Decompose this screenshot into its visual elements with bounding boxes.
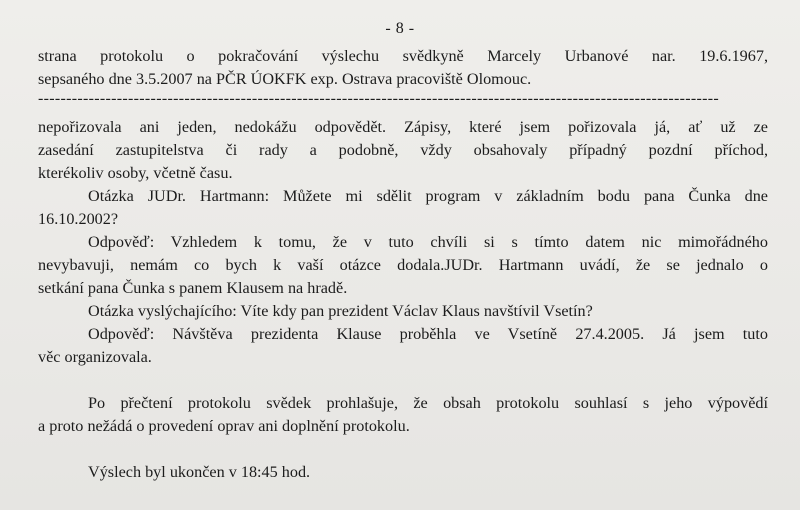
text-line: nepořizovala ani jeden, nedokážu odpovědět. Zápisy, které jsem pořizovala já, ať už ze	[38, 118, 768, 136]
answer-line: věc organizovala.	[38, 348, 152, 366]
answer-line: nevybavuji, nemám co bych k vaší otázce dodala.JUDr. Hartmann uvádí, že se jednalo o	[38, 256, 768, 274]
header-line-1: strana protokolu o pokračování výslechu svědkyně Marcely Urbanové nar. 19.6.1967,	[38, 47, 768, 65]
end-statement: Výslech byl ukončen v 18:45 hod.	[88, 463, 311, 481]
question-line: Otázka JUDr. Hartmann: Můžete mi sdělit program v základním bodu pana Čunka dne	[88, 187, 768, 205]
answer-line: Odpověď: Vzhledem k tomu, že v tuto chvíli si s tímto datem nic mimořádného	[88, 233, 768, 251]
question-line: Otázka vyslýchajícího: Víte kdy pan prezident Václav Klaus navštívil Vsetín?	[88, 302, 593, 320]
header-line-2: sepsaného dne 3.5.2007 na PČR ÚOKFK exp. Ostrava pracoviště Olomouc.	[38, 70, 532, 88]
text-line: kterékoliv osoby, včetně času.	[38, 164, 233, 182]
closing-line: Po přečtení protokolu svědek prohlašuje, že obsah protokolu souhlasí s jeho výpovědí	[88, 394, 768, 412]
question-line: 16.10.2002?	[38, 210, 119, 228]
separator-line: -------------------------------------------------------------------------------------------------------------------------	[38, 92, 720, 106]
page-number: - 8 -	[385, 20, 415, 37]
answer-line: Odpověď: Návštěva prezidenta Klause proběhla ve Vsetíně 27.4.2005. Já jsem tuto	[88, 325, 768, 343]
closing-line: a proto nežádá o provedení oprav ani doplnění protokolu.	[38, 417, 410, 435]
answer-line: setkání pana Čunka s panem Klausem na hradě.	[38, 279, 348, 297]
text-line: zasedání zastupitelstva či rady a podobně, vždy obsahovaly případný pozdní příchod,	[38, 141, 768, 159]
